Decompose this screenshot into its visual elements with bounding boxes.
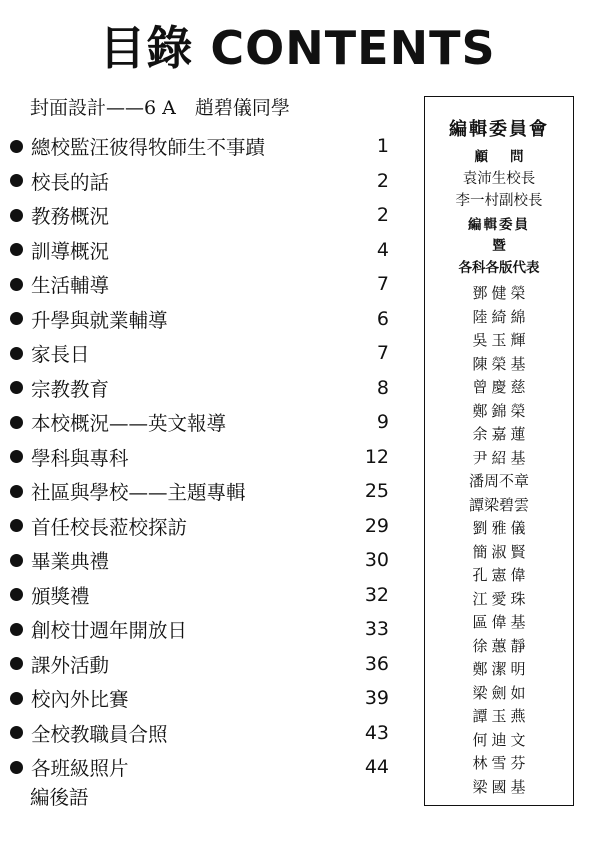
bullet-icon — [10, 761, 23, 774]
committee-member: 梁國基 — [472, 777, 530, 796]
bullet-icon — [10, 450, 23, 463]
toc-entry[interactable] — [8, 164, 393, 199]
toc-entry-page: 36 — [364, 652, 389, 675]
toc-entry[interactable] — [8, 302, 393, 337]
toc-entry[interactable] — [8, 716, 393, 751]
committee-member: 梁劍如 — [472, 683, 530, 702]
toc-entry-title: 課外活動 — [31, 653, 110, 677]
bullet-icon — [10, 278, 23, 291]
toc-entry[interactable] — [8, 129, 393, 164]
bullet-icon — [10, 347, 23, 360]
toc-entry-page: 2 — [376, 204, 389, 227]
committee-member: 鄭錦榮 — [472, 401, 530, 420]
toc-entry-title: 畢業典禮 — [31, 550, 110, 574]
toc-entry-page: 32 — [364, 583, 389, 606]
committee-member: 何迪文 — [472, 730, 530, 749]
bullet-icon — [10, 174, 23, 187]
toc-entry-page: 6 — [376, 307, 389, 330]
advisor-name: 袁沛生校長 — [462, 171, 536, 187]
toc-entry-title: 家長日 — [31, 343, 90, 367]
toc-entry-title: 頒獎禮 — [31, 584, 90, 608]
toc-entry[interactable] — [8, 578, 393, 613]
toc-entry[interactable] — [8, 233, 393, 268]
bullet-icon — [10, 692, 23, 705]
committee-member: 吳玉輝 — [472, 331, 530, 349]
bullet-icon — [10, 243, 23, 256]
toc-entry[interactable] — [8, 405, 393, 440]
table-of-contents — [8, 129, 393, 785]
toc-entry-title: 總校監汪彼得牧師生不事蹟 — [31, 136, 266, 160]
bullet-icon — [10, 657, 23, 670]
toc-entry-page: 1 — [376, 135, 389, 158]
toc-entry-page: 33 — [364, 618, 389, 641]
page-title: 目錄 CONTENTS — [99, 21, 496, 75]
toc-entry-page: 2 — [376, 169, 389, 192]
committee-title: 編輯委員會 — [449, 119, 549, 140]
committee-member: 余嘉蓮 — [472, 425, 530, 443]
toc-entry-page: 4 — [376, 238, 389, 261]
toc-entry-page: 9 — [376, 411, 389, 434]
toc-entry-page: 44 — [364, 756, 389, 779]
toc-entry-title: 生活輔導 — [31, 274, 110, 298]
bullet-icon — [10, 588, 23, 601]
committee-member: 曾慶慈 — [472, 378, 530, 396]
toc-entry-page: 7 — [376, 273, 389, 296]
advisor-heading: 顧問 — [474, 149, 546, 165]
toc-entry[interactable] — [8, 371, 393, 406]
cover-credit: 封面設計——6 A 趙碧儀同學 — [30, 97, 290, 119]
toc-entry-title: 全校教職員合照 — [31, 722, 168, 746]
toc-entry-title: 首任校長蒞校探訪 — [31, 515, 188, 539]
toc-entry-title: 校內外比賽 — [31, 688, 129, 712]
committee-member: 陳榮基 — [472, 354, 530, 373]
toc-entry-page: 12 — [364, 445, 389, 468]
toc-entry-title: 學科與專科 — [31, 446, 129, 470]
editors-heading: 編輯委員 — [468, 217, 530, 233]
toc-entry-page: 30 — [364, 549, 389, 572]
toc-entry[interactable] — [8, 612, 393, 647]
bullet-icon — [10, 381, 23, 394]
toc-entry-title: 宗教教育 — [31, 377, 110, 401]
toc-entry-title: 創校廿週年開放日 — [31, 619, 188, 643]
committee-member: 徐蕙靜 — [472, 636, 530, 655]
bullet-icon — [10, 519, 23, 532]
committee-member: 鄭潔明 — [472, 660, 530, 678]
bullet-icon — [10, 726, 23, 739]
representatives-heading: 各科各版代表 — [458, 260, 540, 276]
toc-entry[interactable] — [8, 336, 393, 371]
toc-entry[interactable] — [8, 509, 393, 544]
toc-entry[interactable] — [8, 543, 393, 578]
bullet-icon — [10, 416, 23, 429]
committee-member: 譚玉燕 — [472, 707, 530, 725]
toc-entry[interactable] — [8, 198, 393, 233]
toc-entry[interactable] — [8, 267, 393, 302]
committee-member: 尹紹基 — [472, 448, 530, 467]
toc-entry[interactable] — [8, 647, 393, 682]
toc-entry-title: 校長的話 — [31, 170, 110, 194]
toc-entry-page: 43 — [364, 721, 389, 744]
committee-member: 簡淑賢 — [472, 542, 530, 561]
advisor-name: 李一村副校長 — [455, 193, 543, 209]
bullet-icon — [10, 140, 23, 153]
committee-member: 劉雅儀 — [472, 519, 530, 537]
toc-entry-title: 社區與學校——主題專輯 — [31, 481, 246, 505]
toc-entry[interactable] — [8, 440, 393, 475]
committee-member: 譚梁碧雲 — [468, 495, 529, 514]
committee-member: 林雪芬 — [472, 754, 530, 772]
epilogue-entry: 編後語 — [30, 786, 89, 809]
toc-entry-page: 7 — [376, 342, 389, 365]
toc-entry-title: 升學與就業輔導 — [31, 308, 168, 332]
toc-entry[interactable] — [8, 681, 393, 716]
toc-entry-title: 本校概況——英文報導 — [31, 412, 227, 436]
bullet-icon — [10, 623, 23, 636]
bullet-icon — [10, 209, 23, 222]
bullet-icon — [10, 312, 23, 325]
committee-member: 潘周不章 — [468, 472, 529, 490]
committee-member-list — [425, 282, 573, 799]
toc-entry-page: 25 — [364, 480, 389, 503]
toc-entry-page: 39 — [364, 687, 389, 710]
toc-entry-title: 教務概況 — [31, 205, 110, 229]
editorial-committee-box — [424, 96, 574, 806]
bullet-icon — [10, 554, 23, 567]
toc-entry[interactable] — [8, 474, 393, 509]
toc-entry[interactable] — [8, 750, 393, 785]
and-heading: 暨 — [492, 238, 506, 254]
committee-member: 孔憲偉 — [472, 566, 530, 584]
committee-member: 江愛珠 — [472, 589, 530, 608]
toc-entry-title: 各班級照片 — [31, 757, 129, 781]
committee-member: 鄧健榮 — [472, 284, 530, 302]
toc-entry-title: 訓導概況 — [31, 239, 110, 263]
committee-member: 陸綺綿 — [472, 307, 530, 326]
toc-entry-page: 8 — [376, 376, 389, 399]
bullet-icon — [10, 485, 23, 498]
toc-entry-page: 29 — [364, 514, 389, 537]
committee-member: 區偉基 — [472, 613, 530, 631]
